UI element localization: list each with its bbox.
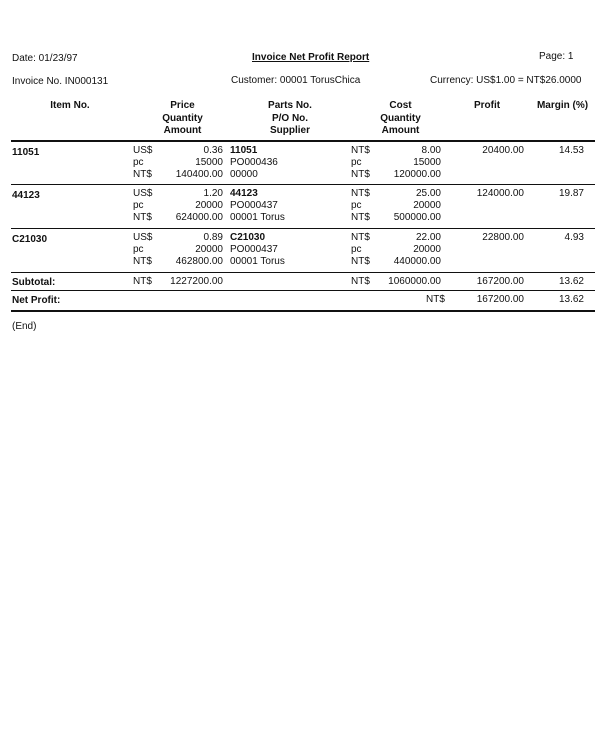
row-margin: 19.87: [558, 188, 584, 199]
col-header-margin: [530, 100, 595, 113]
row-price: 0.36: [203, 145, 223, 156]
invoice-number: Invoice No. IN000131: [12, 76, 109, 87]
row-item-no: 44123: [12, 190, 40, 201]
row-cost-quantity: 20000: [413, 244, 441, 255]
subtotal-margin: 13.62: [558, 276, 584, 287]
subtotal-amount-currency: NT$: [133, 276, 152, 287]
row-cost: 8.00: [421, 145, 441, 156]
row-divider: [11, 228, 595, 229]
row-cost: 22.00: [415, 232, 441, 243]
row-part-no: 11051: [230, 145, 258, 156]
row-qty-unit: pc: [133, 200, 144, 211]
col-po-no: P/O No.: [271, 112, 309, 124]
subtotal-cost-currency: NT$: [351, 276, 370, 287]
row-supplier: 00001 Torus: [230, 256, 285, 267]
row-price: 1.20: [203, 188, 223, 199]
row-po-no: PO000436: [230, 157, 278, 168]
row-cost-amount-currency: NT$: [351, 169, 370, 180]
row-cost-amount: 440000.00: [393, 256, 441, 267]
row-cost-currency: NT$: [351, 145, 370, 156]
row-part-no: 44123: [230, 188, 258, 199]
row-qty-unit: pc: [133, 157, 144, 168]
row-cost-qty-unit: pc: [351, 157, 362, 168]
col-header-price: [145, 100, 220, 138]
col-cost-quantity: Quantity: [380, 112, 421, 124]
row-cost: 25.00: [415, 188, 441, 199]
row-amount: 462800.00: [175, 256, 223, 267]
col-parts-no: Parts No.: [268, 100, 312, 111]
row-amount: 624000.00: [175, 212, 223, 223]
page-number: Page: 1: [539, 51, 574, 62]
row-qty-unit: pc: [133, 244, 144, 255]
subtotal-divider: [11, 290, 595, 291]
row-cost-quantity: 20000: [413, 200, 441, 211]
row-part-no: C21030: [230, 232, 266, 243]
row-divider: [11, 184, 595, 185]
row-supplier: 00001 Torus: [230, 212, 285, 223]
row-divider: [11, 272, 595, 273]
row-cost-currency: NT$: [351, 232, 370, 243]
col-margin: Margin (%): [536, 100, 589, 111]
col-cost: Cost: [389, 100, 412, 111]
subtotal-profit: 167200.00: [476, 276, 524, 287]
col-supplier: Supplier: [269, 125, 310, 136]
net-profit-margin: 13.62: [558, 294, 584, 305]
row-quantity: 15000: [195, 157, 223, 168]
report-title: Invoice Net Profit Report: [252, 52, 370, 63]
col-amount: Amount: [163, 125, 202, 136]
col-profit: Profit: [473, 100, 501, 111]
col-header-profit: [462, 100, 512, 113]
footer-divider: [11, 310, 595, 312]
row-price: 0.89: [203, 232, 223, 243]
row-amount-currency: NT$: [133, 212, 152, 223]
header-divider: [11, 140, 595, 142]
row-item-no: C21030: [12, 234, 48, 245]
row-po-no: PO000437: [230, 244, 278, 255]
row-amount-currency: NT$: [133, 169, 152, 180]
row-profit: 20400.00: [482, 145, 524, 156]
net-profit-value: 167200.00: [476, 294, 524, 305]
row-supplier: 00000: [230, 169, 258, 180]
col-quantity: Quantity: [162, 112, 203, 124]
row-cost-qty-unit: pc: [351, 200, 362, 211]
row-cost-quantity: 15000: [413, 157, 441, 168]
report-date: Date: 01/23/97: [12, 53, 78, 64]
currency-rate: Currency: US$1.00 = NT$26.0000: [430, 75, 582, 86]
row-quantity: 20000: [195, 200, 223, 211]
col-header-cost: [363, 100, 438, 138]
col-header-parts: [250, 100, 330, 138]
net-profit-label: Net Profit:: [12, 295, 61, 306]
row-quantity: 20000: [195, 244, 223, 255]
net-profit-currency: NT$: [426, 294, 445, 305]
row-cost-qty-unit: pc: [351, 244, 362, 255]
row-cost-amount-currency: NT$: [351, 256, 370, 267]
row-cost-amount: 120000.00: [393, 169, 441, 180]
row-cost-currency: NT$: [351, 188, 370, 199]
row-item-no: 11051: [12, 147, 40, 158]
row-amount: 140400.00: [175, 169, 223, 180]
customer-info: Customer: 00001 TorusChica: [231, 75, 361, 86]
row-price-currency: US$: [133, 188, 153, 199]
subtotal-cost-amount: 1060000.00: [388, 276, 441, 287]
col-item-no: Item No.: [50, 100, 90, 111]
row-price-currency: US$: [133, 232, 153, 243]
col-header-item: [35, 100, 105, 113]
row-margin: 4.93: [564, 232, 584, 243]
row-profit: 124000.00: [476, 188, 524, 199]
row-profit: 22800.00: [482, 232, 524, 243]
subtotal-amount: 1227200.00: [170, 276, 223, 287]
col-price: Price: [170, 100, 195, 111]
row-margin: 14.53: [558, 145, 584, 156]
subtotal-label: Subtotal:: [12, 277, 56, 288]
row-price-currency: US$: [133, 145, 153, 156]
col-cost-amount: Amount: [381, 125, 420, 136]
row-cost-amount: 500000.00: [393, 212, 441, 223]
row-po-no: PO000437: [230, 200, 278, 211]
row-cost-amount-currency: NT$: [351, 212, 370, 223]
end-marker: (End): [12, 321, 37, 332]
row-amount-currency: NT$: [133, 256, 152, 267]
